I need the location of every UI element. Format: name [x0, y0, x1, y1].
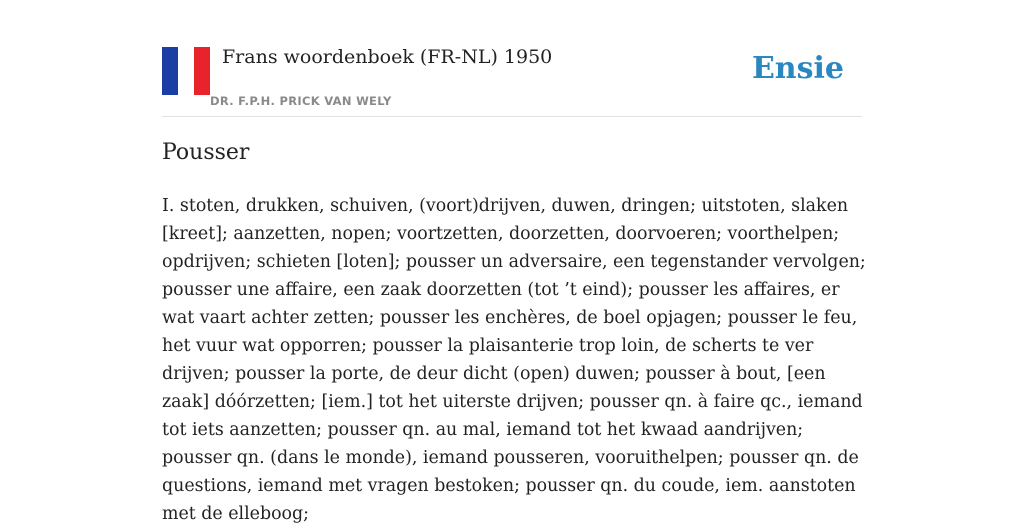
entry-definition: I. stoten, drukken, schuiven, (voort)drijven, duwen, dringen; uitstoten, slaken [kreet]; aanzetten, nopen; voortzetten, doorzetten, doorvoeren; voorthelpen; opdrijven; schieten [loten]; pousser un adversaire, een tegenstander vervolgen; pousser une affaire, een zaak doorzetten (tot ’t eind); pousser les affaires, er wat vaart achter zetten; pousser les enchères, de boel opjagen; pousser le feu, het vuur wat opporren; pousser la plaisanterie trop loin, de scherts te ver drijven; pousser la porte, de deur dicht (open) duwen; pousser à bout, [een zaak] dóórzetten; [iem.] tot het uiterste drijven; pousser qn. à faire qc., iemand tot iets aanzetten; pousser qn. au mal, iemand tot het kwaad aandrijven; pousser qn. (dans le monde), iemand pousseren, vooruithelpen; pousser qn. de questions, iemand met vragen bestoken; pousser qn. du coude, iem. aanstoten met de elleboog; [162, 196, 866, 524]
dictionary-author: DR. F.P.H. PRICK VAN WELY [210, 94, 392, 108]
french-flag-icon [162, 47, 210, 95]
dictionary-header [162, 40, 862, 117]
entry-headword: Pousser [162, 140, 250, 165]
ensie-logo[interactable]: Ensie [751, 51, 844, 86]
dictionary-title[interactable]: Frans woordenboek (FR-NL) 1950 [222, 46, 553, 68]
